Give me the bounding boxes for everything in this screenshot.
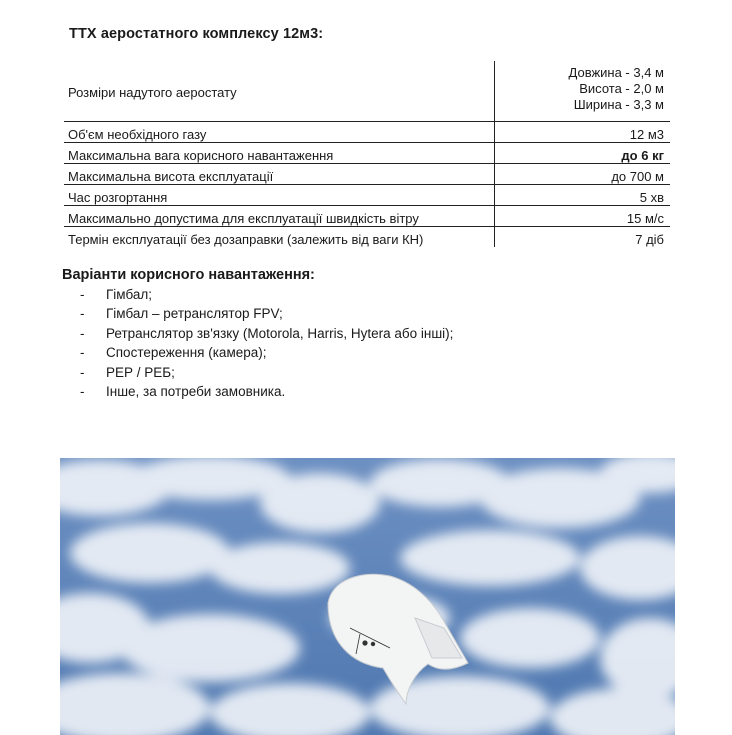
spec-value: 12 м3 [495, 122, 671, 143]
bullet-dash: - [80, 364, 85, 380]
list-item [80, 324, 453, 343]
aerostat-photo [60, 458, 675, 735]
spec-label: Об'єм необхідного газу [64, 122, 495, 143]
spec-label: Час розгортання [64, 185, 495, 206]
spec-label: Максимальна висота експлуатації [64, 164, 495, 185]
list-item-text: РЕР / РЕБ; [106, 364, 175, 380]
bullet-dash: - [80, 287, 85, 302]
bullet-dash: - [80, 325, 85, 341]
spec-label: Термін експлуатації без дозаправки (залежить від ваги КН) [64, 227, 495, 248]
spec-value: до 700 м [495, 164, 671, 185]
list-item [80, 363, 453, 382]
spec-height: Висота - 2,0 м [579, 81, 664, 96]
payload-title: Варіанти корисного навантаження: [62, 267, 315, 283]
list-item-text: Інше, за потреби замовника. [106, 384, 286, 400]
table-row [64, 122, 670, 143]
list-item-text: Ретранслятор зв'язку (Motorola, Harris, Hytera або інші); [106, 325, 454, 341]
table-row [64, 185, 670, 206]
bullet-dash: - [80, 345, 85, 361]
list-item-text: Гімбал; [106, 287, 152, 302]
spec-label: Розміри надутого аеростату [64, 61, 495, 122]
spec-value: до 6 кг [495, 143, 671, 164]
list-item-text: Гімбал – ретранслятор FPV; [106, 306, 283, 322]
table-row [64, 61, 670, 122]
list-item [80, 304, 453, 323]
list-item [80, 343, 453, 362]
table-row [64, 227, 670, 248]
spec-value: 5 хв [495, 185, 671, 206]
spec-width: Ширина - 3,3 м [573, 97, 664, 112]
spec-label: Максимально допустима для експлуатації швидкість вітру [64, 206, 495, 227]
list-item [80, 382, 453, 401]
list-item [80, 285, 453, 304]
document-title: ТТХ аеростатного комплексу 12м3: [69, 26, 324, 42]
spec-value-dimensions [495, 61, 671, 122]
spec-value: 15 м/с [495, 206, 671, 227]
bullet-dash: - [80, 306, 85, 322]
table-row [64, 206, 670, 227]
table-row [64, 143, 670, 164]
spec-label: Максимальна вага корисного навантаження [64, 143, 495, 164]
specs-table [64, 61, 670, 247]
list-item-text: Спостереження (камера); [106, 345, 267, 361]
spec-length: Довжина - 3,4 м [568, 65, 664, 80]
table-row [64, 164, 670, 185]
bullet-dash: - [80, 384, 85, 400]
payload-list [80, 285, 453, 401]
spec-value: 7 діб [495, 227, 671, 248]
